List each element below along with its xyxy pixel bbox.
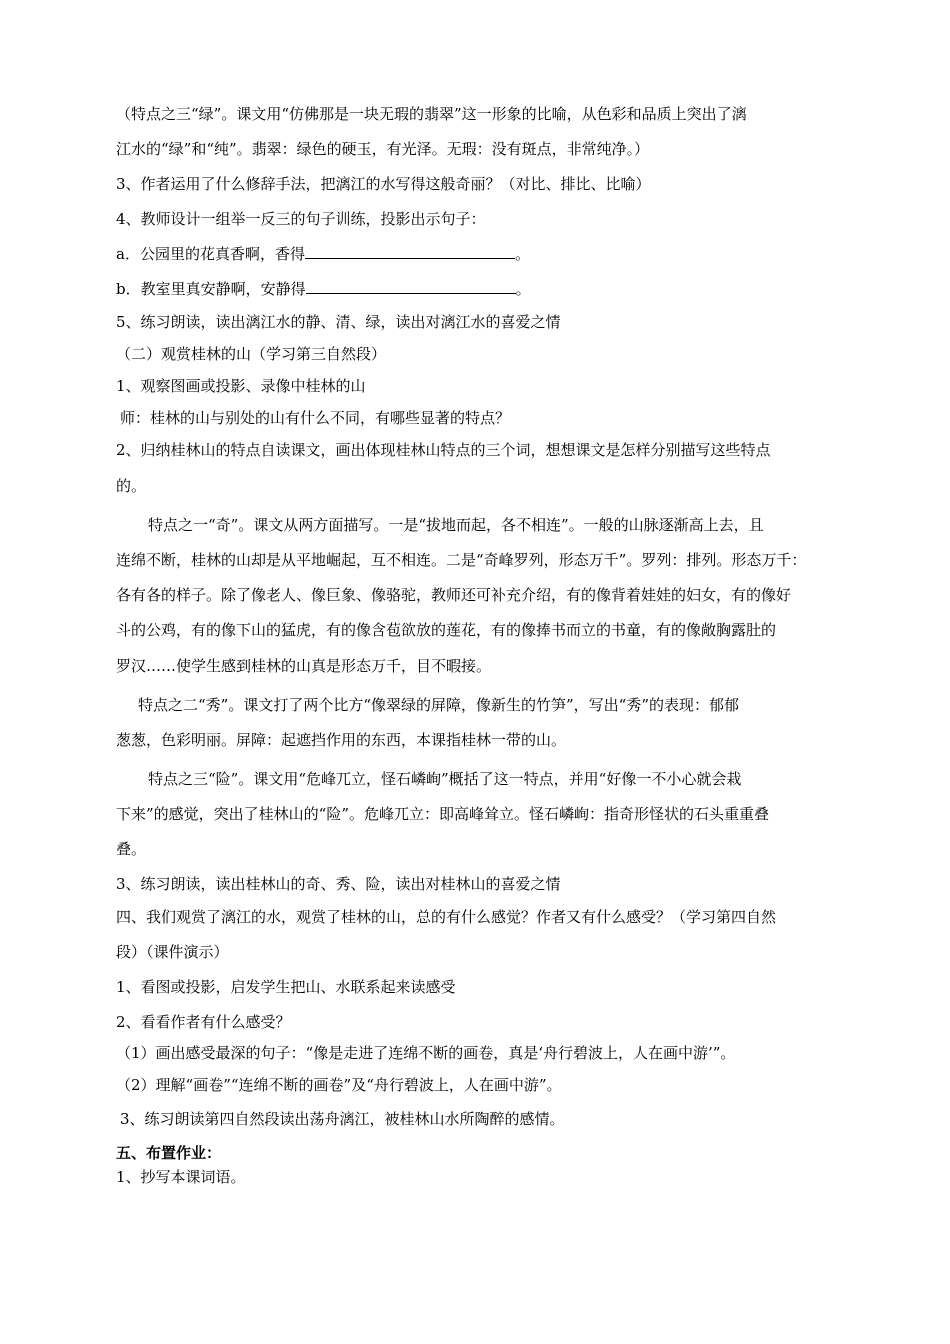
text-line: 斗的公鸡，有的像下山的猛虎，有的像含苞欲放的莲花，有的像捧书而立的书童，有的像敞胸露肚的 xyxy=(116,621,777,639)
text-line: （1）画出感受最深的句子：“像是走进了连绵不断的画卷，真是‘舟行碧波上，人在画中游’”。 xyxy=(116,1044,736,1062)
answer-blank xyxy=(305,244,515,259)
text-line: 1、看图或投影，启发学生把山、水联系起来读感受 xyxy=(116,978,456,996)
text-line: 连绵不断，桂林的山却是从平地崛起，互不相连。二是“奇峰罗列，形态万千”。罗列：排列。形态万千： xyxy=(116,551,807,569)
sentence-text: b．教室里真安静啊，安静得 xyxy=(116,280,306,298)
text-line: 师：桂林的山与别处的山有什么不同，有哪些显著的特点？ xyxy=(120,409,511,427)
text-line: 1、观察图画或投影、录像中桂林的山 xyxy=(116,377,366,395)
text-line: 3、练习朗读第四自然段读出荡舟漓江，被桂林山水所陶醉的感情。 xyxy=(120,1110,565,1128)
text-line: 2、看看作者有什么感受？ xyxy=(116,1013,291,1031)
text-line: 5、练习朗读，读出漓江水的静、清、绿，读出对漓江水的喜爱之情 xyxy=(116,313,561,331)
fill-blank-sentence-b xyxy=(116,279,846,299)
text-line: 3、作者运用了什么修辞手法，把漓江的水写得这般奇丽？（对比、排比、比喻） xyxy=(116,175,651,193)
text-line: 的。 xyxy=(116,477,147,495)
text-line: 各有各的样子。除了像老人、像巨象、像骆驼，教师还可补充介绍，有的像背着娃娃的妇女，有的像好 xyxy=(116,586,792,604)
sentence-text: a．公园里的花真香啊，香得 xyxy=(116,245,305,263)
text-line: 特点之一“奇”。课文从两方面描写。一是“拔地而起，各不相连”。一般的山脉逐渐高上去，且 xyxy=(148,516,764,534)
text-line: 3、练习朗读，读出桂林山的奇、秀、险，读出对桂林山的喜爱之情 xyxy=(116,875,561,893)
text-line: 2、归纳桂林山的特点自读课文，画出体现桂林山特点的三个词，想想课文是怎样分别描写这些特点 xyxy=(116,441,771,459)
text-line: 1、抄写本课词语。 xyxy=(116,1168,246,1186)
text-line: 罗汉……使学生感到桂林的山真是形态万千，目不暇接。 xyxy=(116,657,492,675)
text-line: 葱葱，色彩明丽。屏障：起遮挡作用的东西，本课指桂林一带的山。 xyxy=(116,731,567,749)
text-line: 特点之二“秀”。课文打了两个比方“像翠绿的屏障，像新生的竹笋”，写出“秀”的表现：郁郁 xyxy=(138,696,740,714)
section-heading: 五、布置作业： xyxy=(116,1144,222,1162)
text-line: （特点之三“绿”。课文用“仿佛那是一块无瑕的翡翠”这一形象的比喻，从色彩和品质上突出了漓 xyxy=(116,105,747,123)
sentence-end: 。 xyxy=(515,280,531,298)
text-line: 江水的“绿”和“纯”。翡翠：绿色的硬玉，有光泽。无瑕：没有斑点，非常纯净。） xyxy=(116,140,650,158)
text-line: 四、我们观赏了漓江的水，观赏了桂林的山，总的有什么感觉？作者又有什么感受？（学习第四自然 xyxy=(116,908,777,926)
text-line: 下来”的感觉，突出了桂林山的“险”。危峰兀立：即高峰耸立。怪石嶙峋：指奇形怪状的石头重重叠 xyxy=(116,805,770,823)
sentence-end: 。 xyxy=(514,245,530,263)
text-line: 叠。 xyxy=(116,840,147,858)
text-line: 4、教师设计一组举一反三的句子训练，投影出示句子： xyxy=(116,210,486,228)
section-heading: （二）观赏桂林的山（学习第三自然段） xyxy=(116,345,387,363)
fill-blank-sentence-a xyxy=(116,244,846,264)
answer-blank xyxy=(306,279,516,294)
text-line: （2）理解“画卷”“连绵不断的画卷”及“舟行碧波上，人在画中游”。 xyxy=(116,1076,562,1094)
text-line: 段）（课件演示） xyxy=(116,943,229,961)
text-line: 特点之三“险”。课文用“危峰兀立，怪石嶙峋”概括了这一特点，并用“好像一不小心就会栽 xyxy=(148,770,742,788)
